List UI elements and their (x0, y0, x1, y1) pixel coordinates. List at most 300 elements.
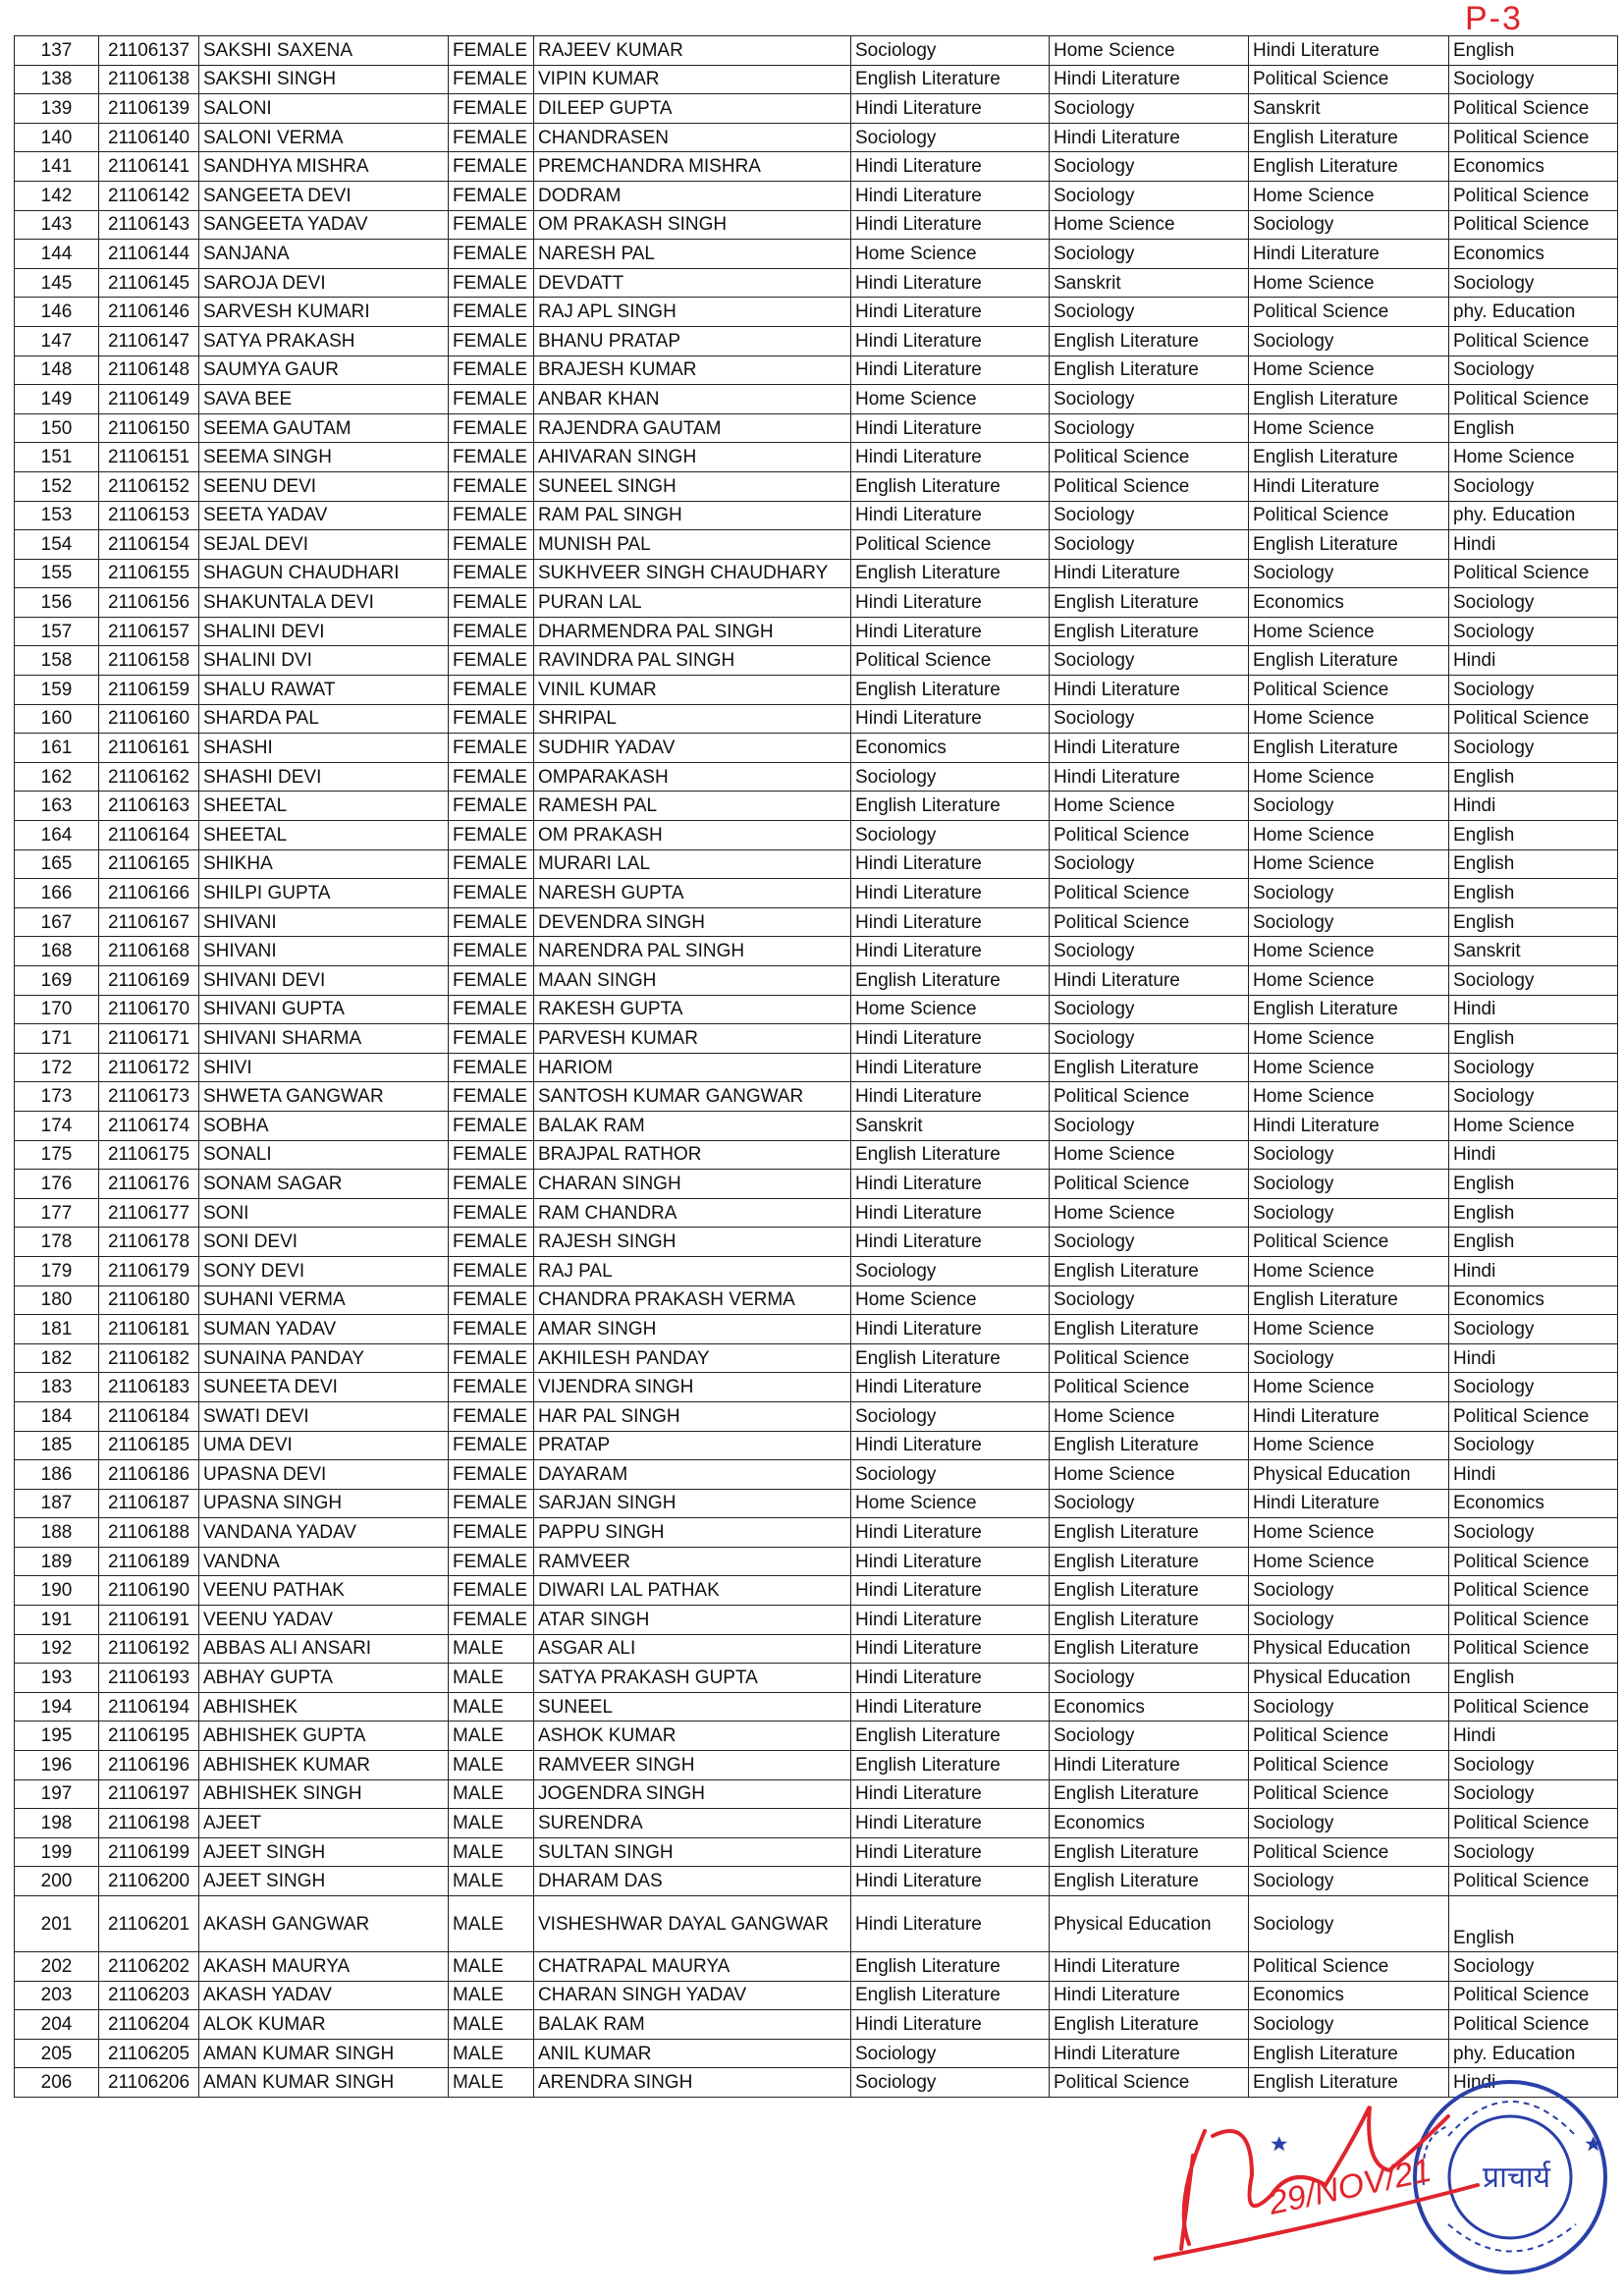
cell-s4: Sanskrit (1449, 937, 1618, 966)
cell-father: ANIL KUMAR (534, 2039, 851, 2068)
cell-s4: English (1449, 1024, 1618, 1054)
cell-name: SEENU DEVI (199, 471, 449, 501)
cell-sno: 143 (15, 210, 99, 240)
cell-sno: 173 (15, 1082, 99, 1112)
cell-name: SAKSHI SAXENA (199, 36, 449, 66)
cell-sno: 205 (15, 2039, 99, 2068)
cell-gender: FEMALE (449, 907, 534, 937)
table-row (15, 36, 1618, 66)
cell-s3: Sociology (1249, 559, 1449, 588)
cell-s1: Home Science (851, 385, 1050, 414)
cell-gender: FEMALE (449, 1373, 534, 1402)
cell-gender: FEMALE (449, 1315, 534, 1344)
cell-s2: Sociology (1050, 704, 1249, 734)
cell-name: SHWETA GANGWAR (199, 1082, 449, 1112)
cell-sno: 145 (15, 268, 99, 298)
cell-father: PARVESH KUMAR (534, 1024, 851, 1054)
cell-sno: 195 (15, 1722, 99, 1751)
table-row (15, 2010, 1618, 2040)
table-row (15, 734, 1618, 763)
cell-sno: 171 (15, 1024, 99, 1054)
cell-s2: Sociology (1050, 1228, 1249, 1257)
cell-gender: MALE (449, 2039, 534, 2068)
cell-s2: Sociology (1050, 646, 1249, 676)
table-row (15, 1634, 1618, 1664)
cell-sno: 150 (15, 413, 99, 443)
cell-s1: Political Science (851, 530, 1050, 560)
cell-name: SEJAL DEVI (199, 530, 449, 560)
cell-name: SANGEETA YADAV (199, 210, 449, 240)
cell-name: AKASH MAURYA (199, 1952, 449, 1982)
cell-roll: 21106178 (99, 1228, 199, 1257)
cell-father: DAYARAM (534, 1460, 851, 1490)
cell-s1: Hindi Literature (851, 1576, 1050, 1606)
cell-gender: FEMALE (449, 1489, 534, 1518)
cell-s4: Hindi (1449, 792, 1618, 821)
cell-s4: Political Science (1449, 210, 1618, 240)
cell-s3: English Literature (1249, 530, 1449, 560)
cell-name: SHIVANI GUPTA (199, 995, 449, 1024)
cell-gender: FEMALE (449, 501, 534, 530)
cell-father: RAMVEER SINGH (534, 1751, 851, 1780)
cell-roll: 21106160 (99, 704, 199, 734)
cell-sno: 141 (15, 152, 99, 182)
cell-gender: FEMALE (449, 65, 534, 94)
cell-father: PURAN LAL (534, 588, 851, 618)
cell-gender: FEMALE (449, 762, 534, 792)
cell-s3: Home Science (1249, 1373, 1449, 1402)
cell-name: ABHISHEK KUMAR (199, 1751, 449, 1780)
cell-sno: 177 (15, 1198, 99, 1228)
cell-s4: Sociology (1449, 1315, 1618, 1344)
cell-father: VISHESHWAR DAYAL GANGWAR (534, 1896, 851, 1952)
cell-name: VANDANA YADAV (199, 1518, 449, 1548)
cell-s3: Sociology (1249, 2010, 1449, 2040)
cell-s2: English Literature (1050, 1547, 1249, 1576)
table-row (15, 1952, 1618, 1982)
cell-s2: Home Science (1050, 1198, 1249, 1228)
cell-s2: Political Science (1050, 471, 1249, 501)
cell-s1: Hindi Literature (851, 152, 1050, 182)
cell-s4: English (1449, 413, 1618, 443)
cell-roll: 21106173 (99, 1082, 199, 1112)
cell-s3: Political Science (1249, 1952, 1449, 1982)
cell-s3: Sociology (1249, 792, 1449, 821)
cell-roll: 21106189 (99, 1547, 199, 1576)
cell-name: SHASHI (199, 734, 449, 763)
cell-s1: Hindi Literature (851, 2010, 1050, 2040)
cell-father: MURARI LAL (534, 849, 851, 879)
cell-s1: Hindi Literature (851, 1867, 1050, 1896)
cell-s3: Economics (1249, 1981, 1449, 2010)
cell-s3: Sociology (1249, 1576, 1449, 1606)
cell-s1: Sociology (851, 2039, 1050, 2068)
table-row (15, 1896, 1618, 1952)
cell-sno: 191 (15, 1606, 99, 1635)
cell-father: PREMCHANDRA MISHRA (534, 152, 851, 182)
cell-s2: Sociology (1050, 1111, 1249, 1140)
table-row (15, 704, 1618, 734)
cell-s1: Hindi Literature (851, 181, 1050, 210)
cell-s1: Hindi Literature (851, 1228, 1050, 1257)
cell-s1: Hindi Literature (851, 1082, 1050, 1112)
table-body (15, 36, 1618, 2098)
cell-s4: English (1449, 907, 1618, 937)
cell-father: OM PRAKASH SINGH (534, 210, 851, 240)
cell-roll: 21106193 (99, 1664, 199, 1693)
cell-father: RAJEEV KUMAR (534, 36, 851, 66)
cell-sno: 159 (15, 676, 99, 705)
cell-father: DIWARI LAL PATHAK (534, 1576, 851, 1606)
table-row (15, 966, 1618, 996)
cell-s3: Hindi Literature (1249, 1401, 1449, 1431)
cell-s4: English (1449, 36, 1618, 66)
cell-s4: Economics (1449, 152, 1618, 182)
cell-roll: 21106168 (99, 937, 199, 966)
cell-s3: Home Science (1249, 704, 1449, 734)
table-row (15, 937, 1618, 966)
cell-s3: Home Science (1249, 1082, 1449, 1112)
cell-sno: 151 (15, 443, 99, 472)
cell-s2: English Literature (1050, 1576, 1249, 1606)
cell-roll: 21106162 (99, 762, 199, 792)
cell-name: SHAKUNTALA DEVI (199, 588, 449, 618)
cell-gender: FEMALE (449, 413, 534, 443)
cell-name: SANDHYA MISHRA (199, 152, 449, 182)
cell-s2: Economics (1050, 1692, 1249, 1722)
cell-father: SUNEEL (534, 1692, 851, 1722)
cell-gender: FEMALE (449, 1401, 534, 1431)
cell-s4: Sociology (1449, 1751, 1618, 1780)
cell-name: UPASNA DEVI (199, 1460, 449, 1490)
cell-s1: Home Science (851, 1489, 1050, 1518)
cell-s4: Hindi (1449, 1256, 1618, 1285)
cell-s2: Sociology (1050, 1664, 1249, 1693)
cell-s2: Home Science (1050, 1401, 1249, 1431)
cell-s1: Hindi Literature (851, 326, 1050, 355)
cell-gender: FEMALE (449, 268, 534, 298)
cell-s2: Sociology (1050, 1489, 1249, 1518)
cell-s2: English Literature (1050, 1315, 1249, 1344)
cell-s3: Home Science (1249, 762, 1449, 792)
cell-sno: 165 (15, 849, 99, 879)
cell-s4: Hindi (1449, 646, 1618, 676)
cell-gender: FEMALE (449, 588, 534, 618)
cell-sno: 206 (15, 2068, 99, 2098)
principal-seal-and-signature (1154, 2077, 1615, 2278)
cell-roll: 21106176 (99, 1170, 199, 1199)
table-row (15, 1809, 1618, 1838)
table-row (15, 1170, 1618, 1199)
cell-name: UMA DEVI (199, 1431, 449, 1460)
cell-name: SONI (199, 1198, 449, 1228)
cell-s3: English Literature (1249, 385, 1449, 414)
table-row (15, 1867, 1618, 1896)
cell-s4: Political Science (1449, 181, 1618, 210)
cell-s1: Hindi Literature (851, 849, 1050, 879)
cell-s2: Hindi Literature (1050, 1952, 1249, 1982)
cell-roll: 21106138 (99, 65, 199, 94)
table-row (15, 2039, 1618, 2068)
cell-roll: 21106159 (99, 676, 199, 705)
cell-s2: Sociology (1050, 94, 1249, 124)
cell-s1: English Literature (851, 559, 1050, 588)
cell-s4: Sociology (1449, 966, 1618, 996)
cell-name: SHEETAL (199, 821, 449, 850)
table-row (15, 1256, 1618, 1285)
cell-name: AKASH GANGWAR (199, 1896, 449, 1952)
cell-sno: 190 (15, 1576, 99, 1606)
cell-s2: Political Science (1050, 1082, 1249, 1112)
table-row (15, 1228, 1618, 1257)
cell-s4: Hindi (1449, 1722, 1618, 1751)
cell-name: SHALINI DVI (199, 646, 449, 676)
cell-gender: FEMALE (449, 1082, 534, 1112)
cell-s4: Political Science (1449, 1401, 1618, 1431)
cell-roll: 21106171 (99, 1024, 199, 1054)
cell-father: BHANU PRATAP (534, 326, 851, 355)
cell-s1: Economics (851, 734, 1050, 763)
cell-s1: Sanskrit (851, 1111, 1050, 1140)
cell-father: RAM CHANDRA (534, 1198, 851, 1228)
table-row (15, 792, 1618, 821)
cell-roll: 21106151 (99, 443, 199, 472)
cell-s2: Hindi Literature (1050, 559, 1249, 588)
table-row (15, 123, 1618, 152)
table-row (15, 646, 1618, 676)
cell-s1: Hindi Literature (851, 268, 1050, 298)
table-row (15, 559, 1618, 588)
cell-s2: Sociology (1050, 1024, 1249, 1054)
table-row (15, 1285, 1618, 1315)
cell-roll: 21106185 (99, 1431, 199, 1460)
cell-father: HARIOM (534, 1053, 851, 1082)
cell-sno: 144 (15, 240, 99, 269)
cell-name: SWATI DEVI (199, 1401, 449, 1431)
cell-s4: Political Science (1449, 326, 1618, 355)
cell-gender: FEMALE (449, 966, 534, 996)
table-row (15, 1140, 1618, 1170)
cell-name: SHIVANI (199, 937, 449, 966)
cell-father: DEVENDRA SINGH (534, 907, 851, 937)
cell-s4: Economics (1449, 1489, 1618, 1518)
cell-gender: FEMALE (449, 210, 534, 240)
cell-sno: 154 (15, 530, 99, 560)
cell-s2: Political Science (1050, 907, 1249, 937)
cell-s3: English Literature (1249, 443, 1449, 472)
table-row (15, 94, 1618, 124)
table-row (15, 879, 1618, 908)
cell-father: VIJENDRA SINGH (534, 1373, 851, 1402)
cell-gender: FEMALE (449, 1576, 534, 1606)
cell-s1: Sociology (851, 762, 1050, 792)
cell-roll: 21106201 (99, 1896, 199, 1952)
cell-gender: FEMALE (449, 355, 534, 385)
cell-name: AMAN KUMAR SINGH (199, 2068, 449, 2098)
cell-name: SEEMA SINGH (199, 443, 449, 472)
cell-name: SEETA YADAV (199, 501, 449, 530)
cell-s4: Political Science (1449, 1547, 1618, 1576)
cell-roll: 21106204 (99, 2010, 199, 2040)
table-row (15, 1373, 1618, 1402)
cell-s3: Sanskrit (1249, 94, 1449, 124)
cell-gender: FEMALE (449, 1111, 534, 1140)
cell-sno: 180 (15, 1285, 99, 1315)
cell-roll: 21106190 (99, 1576, 199, 1606)
cell-roll: 21106183 (99, 1373, 199, 1402)
cell-father: OMPARAKASH (534, 762, 851, 792)
cell-s3: English Literature (1249, 2068, 1449, 2098)
cell-gender: FEMALE (449, 1053, 534, 1082)
cell-sno: 160 (15, 704, 99, 734)
cell-s4: Sociology (1449, 1518, 1618, 1548)
cell-s4: Political Science (1449, 1809, 1618, 1838)
cell-s4: Political Science (1449, 1692, 1618, 1722)
cell-name: ABHISHEK (199, 1692, 449, 1722)
cell-gender: MALE (449, 1867, 534, 1896)
cell-s1: English Literature (851, 792, 1050, 821)
cell-sno: 185 (15, 1431, 99, 1460)
cell-sno: 139 (15, 94, 99, 124)
cell-sno: 152 (15, 471, 99, 501)
cell-roll: 21106140 (99, 123, 199, 152)
cell-s2: Sociology (1050, 385, 1249, 414)
cell-roll: 21106155 (99, 559, 199, 588)
table-row (15, 821, 1618, 850)
cell-father: AHIVARAN SINGH (534, 443, 851, 472)
cell-name: SHIVANI (199, 907, 449, 937)
cell-name: SANJANA (199, 240, 449, 269)
cell-roll: 21106150 (99, 413, 199, 443)
cell-roll: 21106169 (99, 966, 199, 996)
cell-s4: phy. Education (1449, 501, 1618, 530)
table-row (15, 995, 1618, 1024)
table-row (15, 1981, 1618, 2010)
cell-father: ANBAR KHAN (534, 385, 851, 414)
cell-s3: Home Science (1249, 1053, 1449, 1082)
cell-sno: 178 (15, 1228, 99, 1257)
cell-name: AJEET (199, 1809, 449, 1838)
cell-gender: FEMALE (449, 879, 534, 908)
cell-gender: MALE (449, 2010, 534, 2040)
cell-roll: 21106137 (99, 36, 199, 66)
cell-roll: 21106158 (99, 646, 199, 676)
cell-gender: FEMALE (449, 734, 534, 763)
cell-s2: Sociology (1050, 995, 1249, 1024)
cell-sno: 158 (15, 646, 99, 676)
cell-father: VIPIN KUMAR (534, 65, 851, 94)
cell-s4: English (1449, 1170, 1618, 1199)
cell-s3: Sociology (1249, 1170, 1449, 1199)
cell-s1: Sociology (851, 123, 1050, 152)
cell-name: SUHANI VERMA (199, 1285, 449, 1315)
cell-gender: FEMALE (449, 443, 534, 472)
cell-sno: 156 (15, 588, 99, 618)
cell-s1: Hindi Literature (851, 1896, 1050, 1952)
cell-roll: 21106144 (99, 240, 199, 269)
cell-gender: FEMALE (449, 617, 534, 646)
cell-roll: 21106153 (99, 501, 199, 530)
table-row (15, 588, 1618, 618)
cell-s4: Political Science (1449, 385, 1618, 414)
cell-s1: Hindi Literature (851, 413, 1050, 443)
cell-name: SAVA BEE (199, 385, 449, 414)
cell-name: SUNEETA DEVI (199, 1373, 449, 1402)
cell-s3: Home Science (1249, 181, 1449, 210)
cell-father: DHARAM DAS (534, 1867, 851, 1896)
cell-name: SHALU RAWAT (199, 676, 449, 705)
table-row (15, 1489, 1618, 1518)
cell-s2: English Literature (1050, 1837, 1249, 1867)
cell-gender: FEMALE (449, 1606, 534, 1635)
table-row (15, 355, 1618, 385)
cell-s2: Sociology (1050, 849, 1249, 879)
cell-gender: FEMALE (449, 792, 534, 821)
cell-gender: FEMALE (449, 704, 534, 734)
cell-s4: Political Science (1449, 1576, 1618, 1606)
cell-s2: Sociology (1050, 413, 1249, 443)
cell-roll: 21106188 (99, 1518, 199, 1548)
cell-sno: 167 (15, 907, 99, 937)
cell-gender: FEMALE (449, 471, 534, 501)
cell-father: CHATRAPAL MAURYA (534, 1952, 851, 1982)
cell-s3: Sociology (1249, 1140, 1449, 1170)
cell-s3: Sociology (1249, 210, 1449, 240)
cell-s1: Hindi Literature (851, 1692, 1050, 1722)
cell-sno: 182 (15, 1343, 99, 1373)
cell-father: SUNEEL SINGH (534, 471, 851, 501)
cell-s3: Home Science (1249, 1256, 1449, 1285)
cell-s4: Sociology (1449, 1053, 1618, 1082)
cell-sno: 198 (15, 1809, 99, 1838)
cell-name: SONALI (199, 1140, 449, 1170)
cell-name: SATYA PRAKASH (199, 326, 449, 355)
cell-name: SUMAN YADAV (199, 1315, 449, 1344)
cell-s3: Hindi Literature (1249, 240, 1449, 269)
cell-roll: 21106196 (99, 1751, 199, 1780)
cell-s1: Hindi Literature (851, 1518, 1050, 1548)
cell-s4: Sociology (1449, 268, 1618, 298)
cell-roll: 21106161 (99, 734, 199, 763)
cell-father: NARENDRA PAL SINGH (534, 937, 851, 966)
cell-gender: MALE (449, 1779, 534, 1809)
cell-s3: Hindi Literature (1249, 36, 1449, 66)
cell-s2: English Literature (1050, 1256, 1249, 1285)
cell-s2: English Literature (1050, 1867, 1249, 1896)
cell-s3: Hindi Literature (1249, 1111, 1449, 1140)
cell-s3: English Literature (1249, 2039, 1449, 2068)
cell-s1: Sociology (851, 1401, 1050, 1431)
cell-sno: 153 (15, 501, 99, 530)
cell-name: ABBAS ALI ANSARI (199, 1634, 449, 1664)
cell-s1: Hindi Literature (851, 298, 1050, 327)
table-row (15, 1024, 1618, 1054)
cell-s4: Political Science (1449, 559, 1618, 588)
cell-s1: Hindi Literature (851, 1198, 1050, 1228)
cell-s1: English Literature (851, 1140, 1050, 1170)
cell-gender: FEMALE (449, 676, 534, 705)
cell-s1: Sociology (851, 2068, 1050, 2098)
cell-father: CHANDRASEN (534, 123, 851, 152)
cell-s3: English Literature (1249, 123, 1449, 152)
cell-roll: 21106141 (99, 152, 199, 182)
cell-s2: English Literature (1050, 588, 1249, 618)
cell-s3: Sociology (1249, 1606, 1449, 1635)
cell-roll: 21106177 (99, 1198, 199, 1228)
cell-s4: Political Science (1449, 1606, 1618, 1635)
cell-s2: English Literature (1050, 1779, 1249, 1809)
cell-s3: Political Science (1249, 1837, 1449, 1867)
